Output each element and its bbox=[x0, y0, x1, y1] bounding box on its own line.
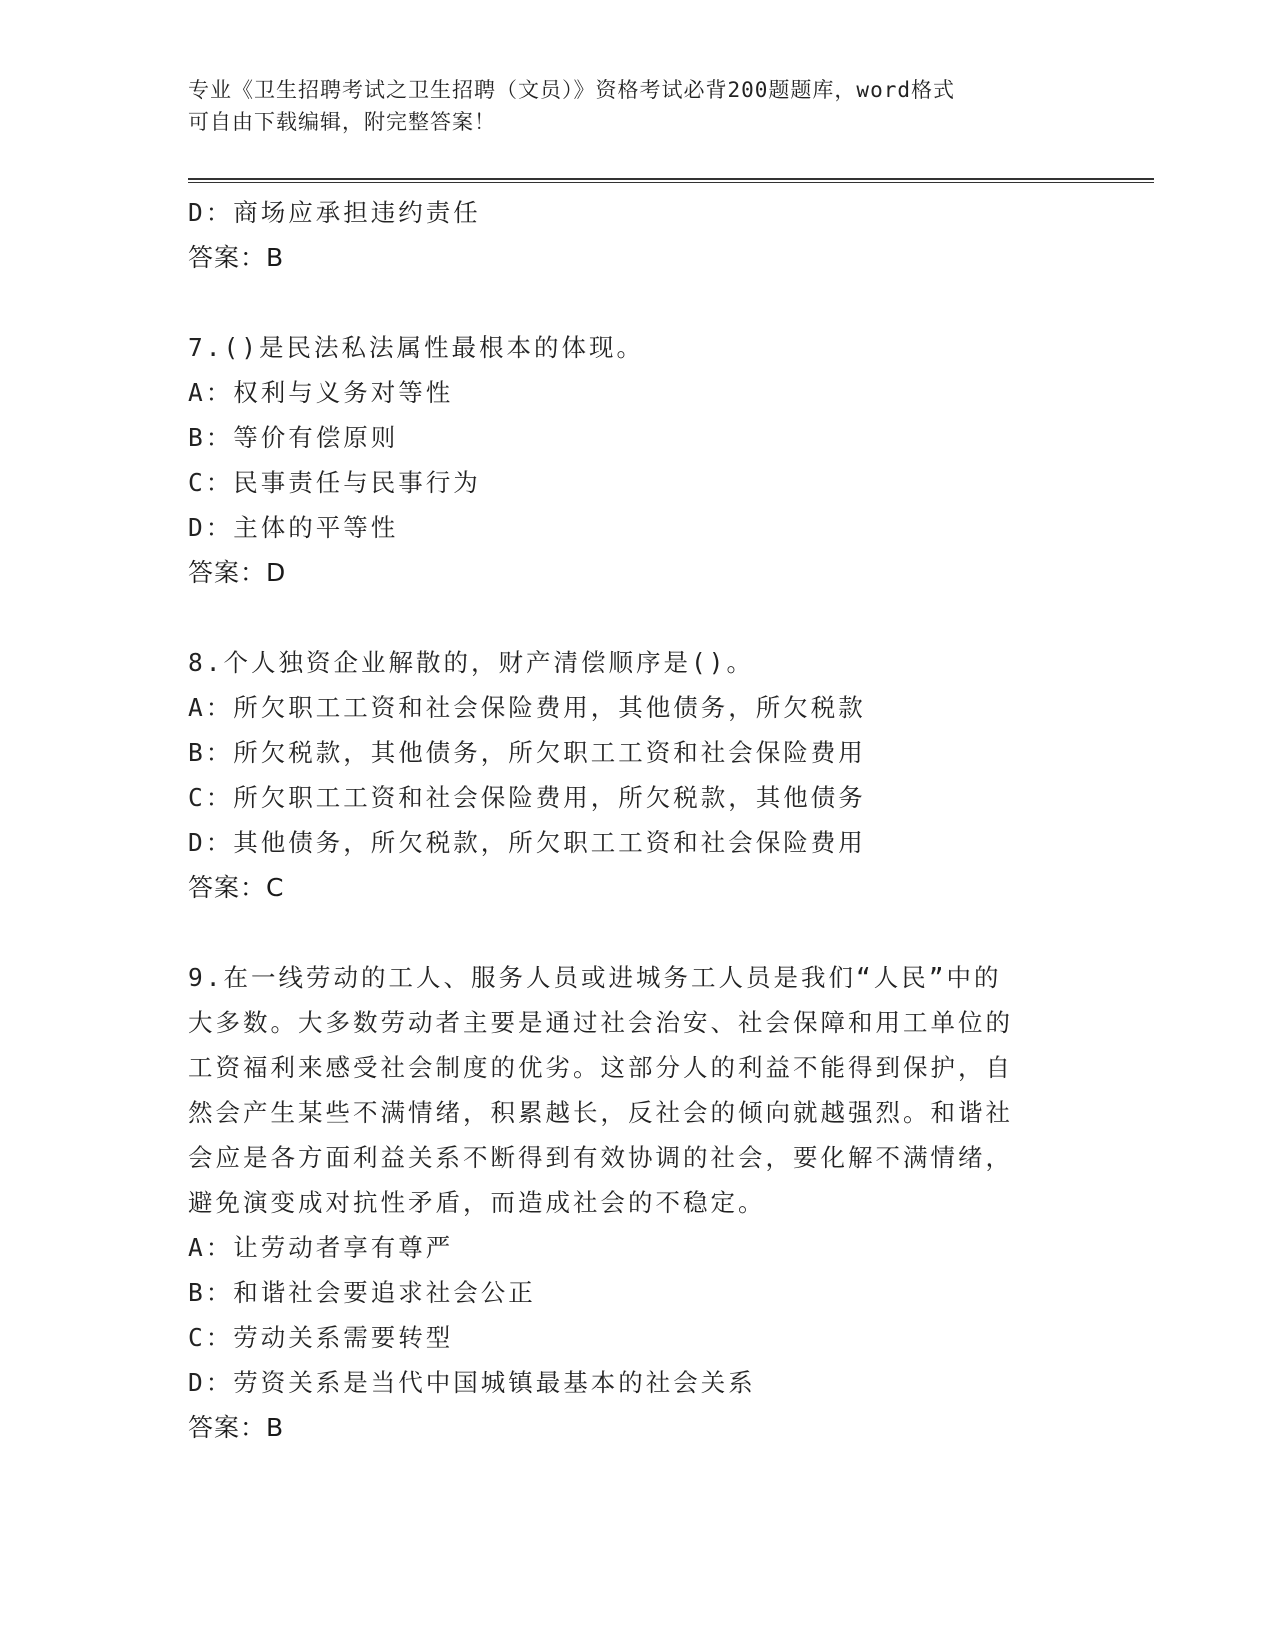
question-8 bbox=[188, 640, 1068, 910]
option-d: D：商场应承担违约责任 bbox=[188, 198, 481, 227]
question-stem: 7.()是民法私法属性最根本的体现。 bbox=[188, 333, 644, 362]
option-d: D：劳资关系是当代中国城镇最基本的社会关系 bbox=[188, 1368, 756, 1397]
header-line-2: 可自由下载编辑，附完整答案！ bbox=[188, 110, 496, 134]
question-stem-line-2: 大多数。大多数劳动者主要是通过社会治安、社会保障和用工单位的 bbox=[188, 1008, 1013, 1037]
spacer bbox=[188, 595, 1068, 640]
option-b: B：和谐社会要追求社会公正 bbox=[188, 1278, 536, 1307]
option-c: C：劳动关系需要转型 bbox=[188, 1323, 454, 1352]
question-stem-line-1: 9.在一线劳动的工人、服务人员或进城务工人员是我们“人民”中的 bbox=[188, 963, 1002, 992]
option-b: B：等价有偿原则 bbox=[188, 423, 399, 452]
answer-line: 答案：D bbox=[188, 558, 287, 587]
spacer bbox=[188, 280, 1068, 325]
answer-line: 答案：B bbox=[188, 243, 285, 272]
question-stem-line-5: 会应是各方面利益关系不断得到有效协调的社会，要化解不满情绪， bbox=[188, 1143, 1013, 1172]
option-a: A：让劳动者享有尊严 bbox=[188, 1233, 454, 1262]
option-d: D：主体的平等性 bbox=[188, 513, 399, 542]
answer-line: 答案：C bbox=[188, 873, 285, 902]
option-c: C：民事责任与民事行为 bbox=[188, 468, 481, 497]
question-stem: 8.个人独资企业解散的，财产清偿顺序是()。 bbox=[188, 648, 754, 677]
question-list bbox=[188, 190, 1068, 1450]
option-b: B：所欠税款，其他债务，所欠职工工资和社会保险费用 bbox=[188, 738, 866, 767]
option-d: D：其他债务，所欠税款，所欠职工工资和社会保险费用 bbox=[188, 828, 866, 857]
question-stem-line-6: 避免演变成对抗性矛盾，而造成社会的不稳定。 bbox=[188, 1188, 766, 1217]
question-stem-line-4: 然会产生某些不满情绪，积累越长，反社会的倾向就越强烈。和谐社 bbox=[188, 1098, 1013, 1127]
header-line-1: 专业《卫生招聘考试之卫生招聘（文员）》资格考试必背200题题库，word格式 bbox=[188, 78, 955, 102]
option-c: C：所欠职工工资和社会保险费用，所欠税款，其他债务 bbox=[188, 783, 866, 812]
page-header bbox=[188, 74, 1068, 138]
question-7 bbox=[188, 325, 1068, 595]
question-9 bbox=[188, 955, 1068, 1450]
carryover-question bbox=[188, 190, 1068, 280]
option-a: A：权利与义务对等性 bbox=[188, 378, 454, 407]
question-stem-line-3: 工资福利来感受社会制度的优劣。这部分人的利益不能得到保护，自 bbox=[188, 1053, 1013, 1082]
header-divider bbox=[188, 178, 1154, 183]
answer-line: 答案：B bbox=[188, 1413, 285, 1442]
spacer bbox=[188, 910, 1068, 955]
option-a: A：所欠职工工资和社会保险费用，其他债务，所欠税款 bbox=[188, 693, 866, 722]
